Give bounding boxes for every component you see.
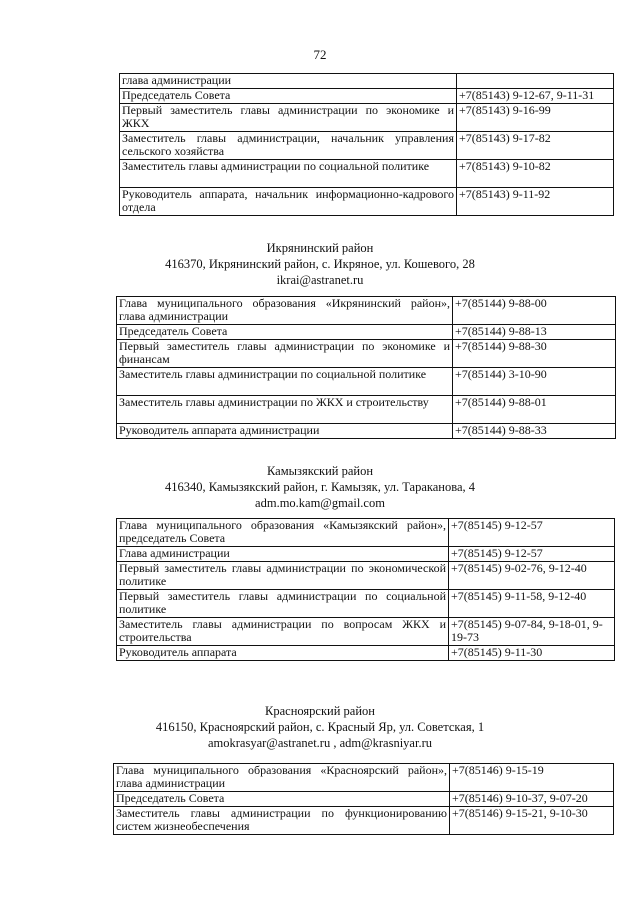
role-cell: Руководитель аппарата [117,646,449,661]
table-row [117,297,616,325]
contacts-table-continued [119,73,614,216]
table-row [117,646,615,661]
table-row [114,764,614,792]
district-email: amokrasyar@astranet.ru , adm@krasniyar.ru [208,736,432,750]
table-row [120,132,614,160]
role-cell: Глава муниципального образования «Красноярский район», глава администрации [114,764,450,792]
table-row [117,325,616,340]
role-cell: Глава муниципального образования «Икрянинский район», глава администрации [117,297,453,325]
contacts-table-krasnoyarsky [113,763,614,835]
table-row [120,188,614,216]
role-cell: Председатель Совета [120,89,457,104]
role-cell: Заместитель главы администрации по ЖКХ и строительству [117,396,453,424]
phone-cell: +7(85146) 9-15-19 [450,764,614,792]
phone-cell: +7(85145) 9-12-57 [449,547,615,562]
phone-cell: +7(85144) 9-88-00 [453,297,616,325]
role-cell: Руководитель аппарата, начальник информационно-кадрового отдела [120,188,457,216]
role-cell: Заместитель главы администрации по вопросам ЖКХ и строительства [117,618,449,646]
role-cell: Руководитель аппарата администрации [117,424,453,439]
phone-cell: +7(85145) 9-02-76, 9-12-40 [449,562,615,590]
phone-cell: +7(85144) 9-88-01 [453,396,616,424]
role-cell: Заместитель главы администрации по социальной политике [117,368,453,396]
role-cell: Первый заместитель главы администрации по социальной политике [117,590,449,618]
table-row [117,562,615,590]
district-name: Икрянинский район [266,241,374,255]
district-address: 416340, Камызякский район, г. Камызяк, ул. Тараканова, 4 [164,480,476,494]
phone-cell: +7(85144) 9-88-13 [453,325,616,340]
district-address: 416150, Красноярский район, с. Красный Яр, ул. Советская, 1 [155,720,485,734]
table-row [117,368,616,396]
table-row [114,807,614,835]
table-row [120,74,614,89]
table-row [120,89,614,104]
phone-cell: +7(85143) 9-16-99 [457,104,614,132]
table-row [117,590,615,618]
district-email: ikrai@astranet.ru [276,273,364,287]
role-cell: Первый заместитель главы администрации по экономике и финансам [117,340,453,368]
phone-cell: +7(85143) 9-12-67, 9-11-31 [457,89,614,104]
role-cell: глава администрации [120,74,457,89]
phone-cell: +7(85144) 9-88-33 [453,424,616,439]
phone-cell: +7(85146) 9-10-37, 9-07-20 [450,792,614,807]
district-name: Красноярский район [265,704,375,718]
phone-cell: +7(85145) 9-12-57 [449,519,615,547]
phone-cell: +7(85146) 9-15-21, 9-10-30 [450,807,614,835]
district-name: Камызякский район [266,464,374,478]
table-row [120,160,614,188]
phone-cell: +7(85143) 9-10-82 [457,160,614,188]
role-cell: Председатель Совета [117,325,453,340]
district-email: adm.mo.kam@gmail.com [255,496,385,510]
role-cell: Глава муниципального образования «Камызякский район», председатель Совета [117,519,449,547]
page-number: 72 [313,47,327,62]
district-heading [0,703,640,751]
table-row [120,104,614,132]
table-row [117,618,615,646]
phone-cell: +7(85144) 9-88-30 [453,340,616,368]
phone-cell: +7(85145) 9-07-84, 9-18-01, 9-19-73 [449,618,615,646]
contacts-table-ikryaninsky [116,296,616,439]
phone-cell: +7(85145) 9-11-58, 9-12-40 [449,590,615,618]
role-cell: Первый заместитель главы администрации по экономической политике [117,562,449,590]
table-row [117,396,616,424]
district-address: 416370, Икрянинский район, с. Икряное, ул. Кошевого, 28 [165,257,475,271]
table-row [117,547,615,562]
role-cell: Заместитель главы администрации по функционированию систем жизнеобеспечения [114,807,450,835]
table-row [117,340,616,368]
phone-cell: +7(85143) 9-11-92 [457,188,614,216]
role-cell: Первый заместитель главы администрации по экономике и ЖКХ [120,104,457,132]
phone-cell: +7(85143) 9-17-82 [457,132,614,160]
district-heading [0,240,640,288]
table-row [117,424,616,439]
contacts-table-kamyzyaksky [116,518,615,661]
table-row [114,792,614,807]
role-cell: Глава администрации [117,547,449,562]
role-cell: Председатель Совета [114,792,450,807]
phone-cell: +7(85145) 9-11-30 [449,646,615,661]
phone-cell [457,74,614,89]
role-cell: Заместитель главы администрации по социальной политике [120,160,457,188]
phone-cell: +7(85144) 3-10-90 [453,368,616,396]
district-heading [0,463,640,511]
table-row [117,519,615,547]
role-cell: Заместитель главы администрации, начальник управления сельского хозяйства [120,132,457,160]
